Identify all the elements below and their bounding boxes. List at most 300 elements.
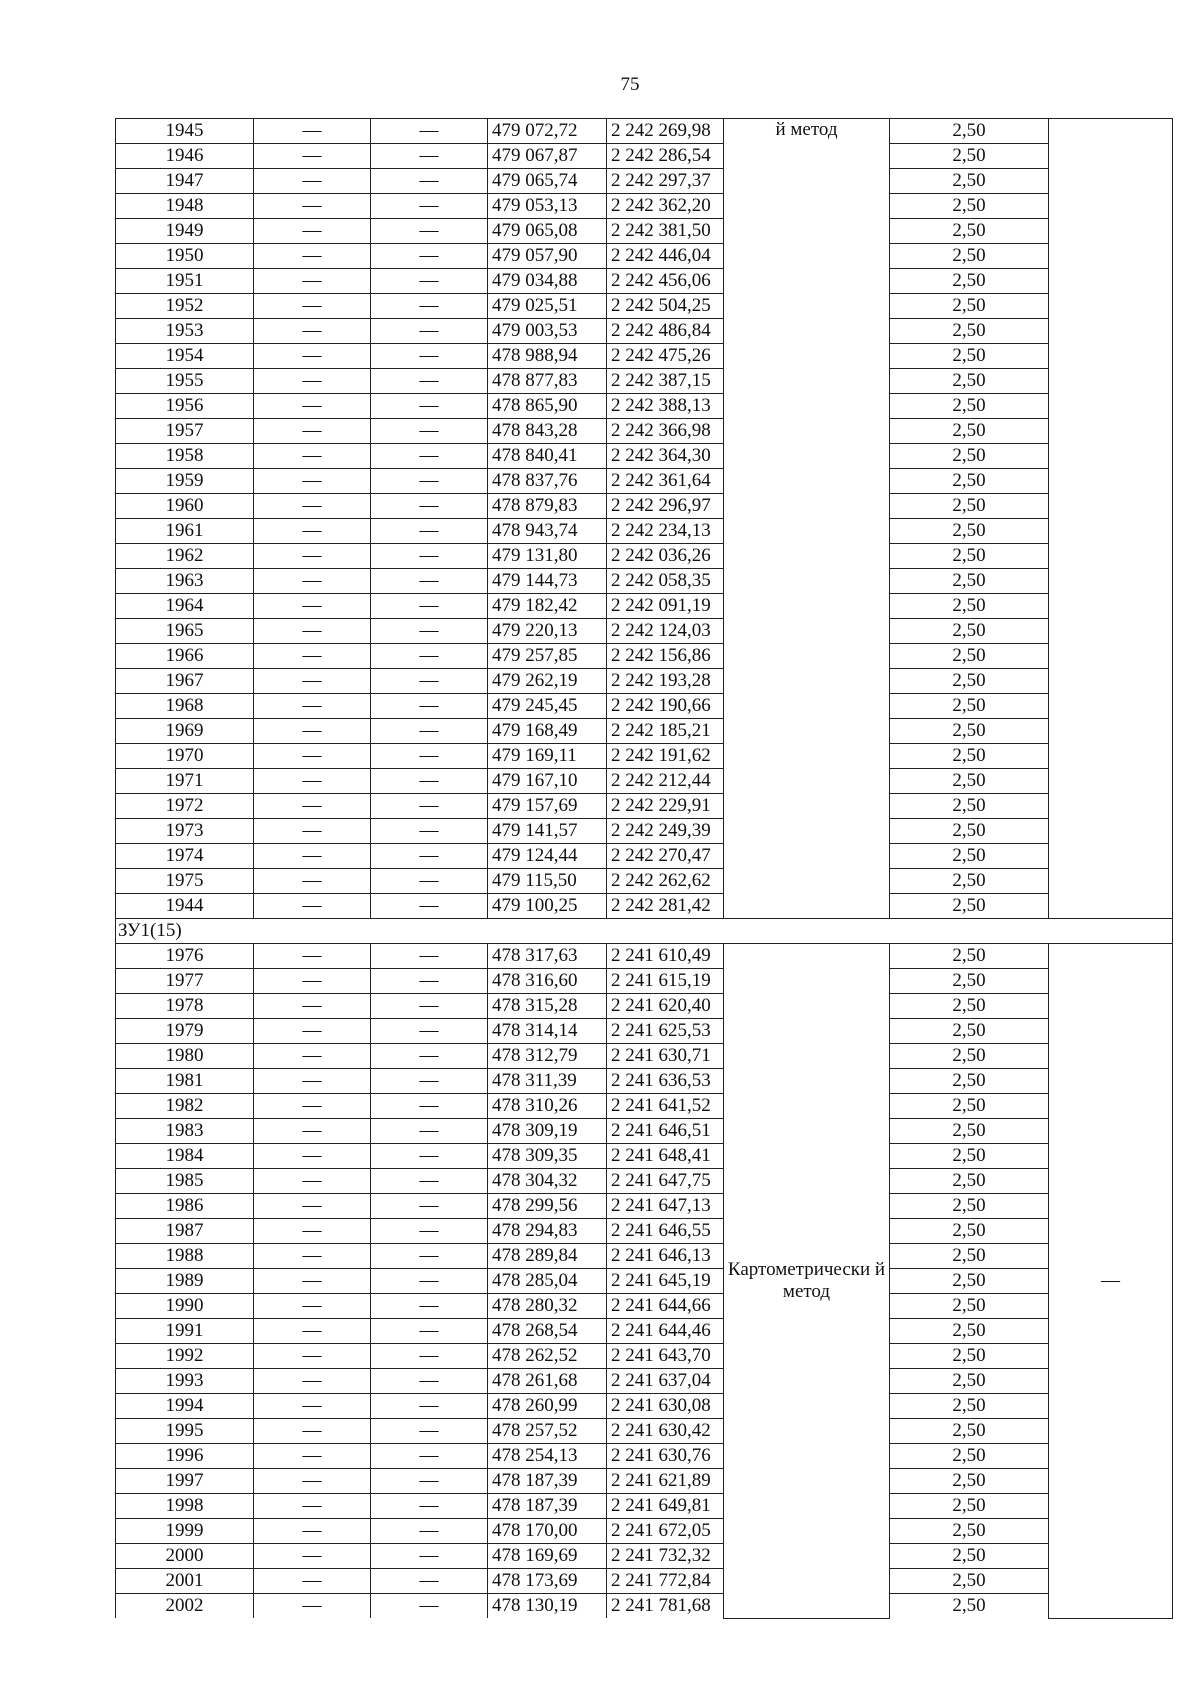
accuracy-value: 2,50 — [890, 769, 1049, 794]
old-y-value: — — [371, 219, 488, 244]
point-number: 1998 — [116, 1494, 254, 1519]
table-row — [116, 519, 1173, 544]
point-number: 2000 — [116, 1544, 254, 1569]
y-coordinate: 2 242 486,84 — [607, 319, 724, 344]
x-coordinate: 478 988,94 — [488, 344, 607, 369]
old-x-value: — — [254, 219, 371, 244]
old-y-value: — — [371, 269, 488, 294]
old-y-value: — — [371, 1344, 488, 1369]
old-y-value: — — [371, 1244, 488, 1269]
old-y-value: — — [371, 369, 488, 394]
accuracy-value: 2,50 — [890, 794, 1049, 819]
old-x-value: — — [254, 519, 371, 544]
old-y-value: — — [371, 969, 488, 994]
old-y-value: — — [371, 594, 488, 619]
point-number: 1990 — [116, 1294, 254, 1319]
table-row — [116, 394, 1173, 419]
old-y-value: — — [371, 344, 488, 369]
old-y-value: — — [371, 294, 488, 319]
x-coordinate: 479 072,72 — [488, 119, 607, 144]
y-coordinate: 2 241 646,55 — [607, 1219, 724, 1244]
table-row — [116, 1194, 1173, 1219]
old-x-value: — — [254, 144, 371, 169]
x-coordinate: 479 124,44 — [488, 844, 607, 869]
point-number: 1956 — [116, 394, 254, 419]
old-y-value: — — [371, 994, 488, 1019]
table-row — [116, 469, 1173, 494]
y-coordinate: 2 241 644,66 — [607, 1294, 724, 1319]
old-x-value: — — [254, 1369, 371, 1394]
old-x-value: — — [254, 869, 371, 894]
old-y-value: — — [371, 444, 488, 469]
point-number: 1979 — [116, 1019, 254, 1044]
old-y-value: — — [371, 494, 488, 519]
old-x-value: — — [254, 269, 371, 294]
section-label: ЗУ1(15) — [116, 919, 1173, 944]
old-y-value: — — [371, 1519, 488, 1544]
old-x-value: — — [254, 694, 371, 719]
y-coordinate: 2 241 646,13 — [607, 1244, 724, 1269]
y-coordinate: 2 241 643,70 — [607, 1344, 724, 1369]
x-coordinate: 478 170,00 — [488, 1519, 607, 1544]
accuracy-value: 2,50 — [890, 494, 1049, 519]
old-x-value: — — [254, 1569, 371, 1594]
y-coordinate: 2 242 249,39 — [607, 819, 724, 844]
old-y-value: — — [371, 394, 488, 419]
x-coordinate: 479 131,80 — [488, 544, 607, 569]
accuracy-value: 2,50 — [890, 1069, 1049, 1094]
old-x-value: — — [254, 794, 371, 819]
old-x-value: — — [254, 1319, 371, 1344]
point-number: 1988 — [116, 1244, 254, 1269]
table-row — [116, 769, 1173, 794]
accuracy-value: 2,50 — [890, 469, 1049, 494]
point-number: 1949 — [116, 219, 254, 244]
y-coordinate: 2 242 269,98 — [607, 119, 724, 144]
table-row — [116, 844, 1173, 869]
old-x-value: — — [254, 1044, 371, 1069]
y-coordinate: 2 241 636,53 — [607, 1069, 724, 1094]
y-coordinate: 2 241 772,84 — [607, 1569, 724, 1594]
point-number: 1993 — [116, 1369, 254, 1394]
table-row — [116, 1519, 1173, 1544]
table-row — [116, 1219, 1173, 1244]
x-coordinate: 478 879,83 — [488, 494, 607, 519]
y-coordinate: 2 242 297,37 — [607, 169, 724, 194]
point-number: 1991 — [116, 1319, 254, 1344]
accuracy-value: 2,50 — [890, 244, 1049, 269]
y-coordinate: 2 241 630,71 — [607, 1044, 724, 1069]
x-coordinate: 478 865,90 — [488, 394, 607, 419]
y-coordinate: 2 242 362,20 — [607, 194, 724, 219]
point-number: 1987 — [116, 1219, 254, 1244]
old-x-value: — — [254, 1094, 371, 1119]
page-number: 75 — [620, 74, 640, 95]
accuracy-value: 2,50 — [890, 1319, 1049, 1344]
accuracy-value: 2,50 — [890, 1144, 1049, 1169]
x-coordinate: 479 003,53 — [488, 319, 607, 344]
y-coordinate: 2 241 644,46 — [607, 1319, 724, 1344]
accuracy-value: 2,50 — [890, 1119, 1049, 1144]
y-coordinate: 2 242 270,47 — [607, 844, 724, 869]
x-coordinate: 479 025,51 — [488, 294, 607, 319]
table-row — [116, 1419, 1173, 1444]
section-row — [116, 919, 1173, 944]
y-coordinate: 2 241 781,68 — [607, 1594, 724, 1619]
y-coordinate: 2 242 212,44 — [607, 769, 724, 794]
point-number: 1957 — [116, 419, 254, 444]
accuracy-value: 2,50 — [890, 894, 1049, 919]
point-number: 1947 — [116, 169, 254, 194]
table-row — [116, 144, 1173, 169]
accuracy-value: 2,50 — [890, 394, 1049, 419]
table-row — [116, 1394, 1173, 1419]
y-coordinate: 2 242 091,19 — [607, 594, 724, 619]
point-number: 1984 — [116, 1144, 254, 1169]
x-coordinate: 479 034,88 — [488, 269, 607, 294]
x-coordinate: 478 311,39 — [488, 1069, 607, 1094]
accuracy-value: 2,50 — [890, 1194, 1049, 1219]
x-coordinate: 478 289,84 — [488, 1244, 607, 1269]
accuracy-value: 2,50 — [890, 994, 1049, 1019]
accuracy-value: 2,50 — [890, 444, 1049, 469]
old-x-value: — — [254, 1119, 371, 1144]
old-y-value: — — [371, 769, 488, 794]
point-number: 2002 — [116, 1594, 254, 1619]
old-y-value: — — [371, 1419, 488, 1444]
y-coordinate: 2 242 058,35 — [607, 569, 724, 594]
x-coordinate: 479 220,13 — [488, 619, 607, 644]
old-y-value: — — [371, 1469, 488, 1494]
table-row — [116, 994, 1173, 1019]
point-number: 1968 — [116, 694, 254, 719]
accuracy-value: 2,50 — [890, 1294, 1049, 1319]
old-y-value: — — [371, 169, 488, 194]
old-y-value: — — [371, 1319, 488, 1344]
x-coordinate: 479 053,13 — [488, 194, 607, 219]
accuracy-value: 2,50 — [890, 969, 1049, 994]
y-coordinate: 2 242 281,42 — [607, 894, 724, 919]
old-y-value: — — [371, 1294, 488, 1319]
old-y-value: — — [371, 1394, 488, 1419]
accuracy-value: 2,50 — [890, 294, 1049, 319]
accuracy-value: 2,50 — [890, 819, 1049, 844]
old-y-value: — — [371, 1144, 488, 1169]
point-number: 1985 — [116, 1169, 254, 1194]
old-x-value: — — [254, 244, 371, 269]
accuracy-value: 2,50 — [890, 594, 1049, 619]
x-coordinate: 478 285,04 — [488, 1269, 607, 1294]
old-x-value: — — [254, 894, 371, 919]
y-coordinate: 2 241 630,76 — [607, 1444, 724, 1469]
table-row — [116, 969, 1173, 994]
y-coordinate: 2 242 504,25 — [607, 294, 724, 319]
old-x-value: — — [254, 1244, 371, 1269]
table-row — [116, 1344, 1173, 1369]
accuracy-value: 2,50 — [890, 694, 1049, 719]
table-row — [116, 794, 1173, 819]
old-y-value: — — [371, 1369, 488, 1394]
old-y-value: — — [371, 1094, 488, 1119]
y-coordinate: 2 242 296,97 — [607, 494, 724, 519]
point-number: 1952 — [116, 294, 254, 319]
point-number: 1944 — [116, 894, 254, 919]
old-x-value: — — [254, 644, 371, 669]
old-x-value: — — [254, 719, 371, 744]
y-coordinate: 2 241 646,51 — [607, 1119, 724, 1144]
y-coordinate: 2 241 649,81 — [607, 1494, 724, 1519]
table-row — [116, 1469, 1173, 1494]
y-coordinate: 2 241 621,89 — [607, 1469, 724, 1494]
point-number: 1963 — [116, 569, 254, 594]
old-y-value: — — [371, 619, 488, 644]
table-row — [116, 1494, 1173, 1519]
table-row — [116, 244, 1173, 269]
accuracy-value: 2,50 — [890, 1494, 1049, 1519]
old-x-value: — — [254, 619, 371, 644]
accuracy-value: 2,50 — [890, 1569, 1049, 1594]
old-x-value: — — [254, 1594, 371, 1619]
point-number: 1967 — [116, 669, 254, 694]
accuracy-value: 2,50 — [890, 719, 1049, 744]
table-row — [116, 169, 1173, 194]
point-number: 1976 — [116, 944, 254, 969]
accuracy-value: 2,50 — [890, 319, 1049, 344]
accuracy-value: 2,50 — [890, 744, 1049, 769]
x-coordinate: 478 315,28 — [488, 994, 607, 1019]
old-x-value: — — [254, 969, 371, 994]
x-coordinate: 478 254,13 — [488, 1444, 607, 1469]
accuracy-value: 2,50 — [890, 1269, 1049, 1294]
y-coordinate: 2 241 630,08 — [607, 1394, 724, 1419]
point-number: 1989 — [116, 1269, 254, 1294]
x-coordinate: 479 169,11 — [488, 744, 607, 769]
accuracy-value: 2,50 — [890, 1594, 1049, 1619]
old-x-value: — — [254, 169, 371, 194]
old-y-value: — — [371, 719, 488, 744]
old-y-value: — — [371, 894, 488, 919]
accuracy-value: 2,50 — [890, 169, 1049, 194]
y-coordinate: 2 241 637,04 — [607, 1369, 724, 1394]
table-row — [116, 569, 1173, 594]
x-coordinate: 478 317,63 — [488, 944, 607, 969]
note-cell — [1049, 119, 1173, 919]
table-row — [116, 1169, 1173, 1194]
accuracy-value: 2,50 — [890, 1544, 1049, 1569]
old-x-value: — — [254, 1169, 371, 1194]
x-coordinate: 478 262,52 — [488, 1344, 607, 1369]
point-number: 1983 — [116, 1119, 254, 1144]
y-coordinate: 2 242 387,15 — [607, 369, 724, 394]
y-coordinate: 2 242 364,30 — [607, 444, 724, 469]
accuracy-value: 2,50 — [890, 269, 1049, 294]
table-row — [116, 219, 1173, 244]
old-x-value: — — [254, 1219, 371, 1244]
y-coordinate: 2 241 672,05 — [607, 1519, 724, 1544]
table-row — [116, 894, 1173, 919]
table-row — [116, 1569, 1173, 1594]
accuracy-value: 2,50 — [890, 144, 1049, 169]
point-number: 1955 — [116, 369, 254, 394]
x-coordinate: 478 877,83 — [488, 369, 607, 394]
y-coordinate: 2 241 645,19 — [607, 1269, 724, 1294]
old-x-value: — — [254, 1444, 371, 1469]
point-number: 1980 — [116, 1044, 254, 1069]
y-coordinate: 2 242 475,26 — [607, 344, 724, 369]
old-y-value: — — [371, 244, 488, 269]
old-x-value: — — [254, 419, 371, 444]
point-number: 1973 — [116, 819, 254, 844]
table-row — [116, 594, 1173, 619]
table-row — [116, 1544, 1173, 1569]
point-number: 1954 — [116, 344, 254, 369]
old-y-value: — — [371, 869, 488, 894]
table-row — [116, 319, 1173, 344]
table-row — [116, 819, 1173, 844]
x-coordinate: 479 115,50 — [488, 869, 607, 894]
old-y-value: — — [371, 569, 488, 594]
accuracy-value: 2,50 — [890, 844, 1049, 869]
table-row — [116, 694, 1173, 719]
point-number: 1962 — [116, 544, 254, 569]
point-number: 1964 — [116, 594, 254, 619]
old-x-value: — — [254, 544, 371, 569]
y-coordinate: 2 242 190,66 — [607, 694, 724, 719]
old-y-value: — — [371, 1119, 488, 1144]
accuracy-value: 2,50 — [890, 1394, 1049, 1419]
old-y-value: — — [371, 669, 488, 694]
table-row — [116, 344, 1173, 369]
old-y-value: — — [371, 1594, 488, 1619]
y-coordinate: 2 242 124,03 — [607, 619, 724, 644]
old-y-value: — — [371, 1169, 488, 1194]
old-y-value: — — [371, 1194, 488, 1219]
old-x-value: — — [254, 594, 371, 619]
old-y-value: — — [371, 1569, 488, 1594]
table-row — [116, 419, 1173, 444]
point-number: 1953 — [116, 319, 254, 344]
x-coordinate: 478 309,35 — [488, 1144, 607, 1169]
x-coordinate: 478 840,41 — [488, 444, 607, 469]
accuracy-value: 2,50 — [890, 1369, 1049, 1394]
old-y-value: — — [371, 844, 488, 869]
point-number: 1981 — [116, 1069, 254, 1094]
old-x-value: — — [254, 744, 371, 769]
y-coordinate: 2 242 036,26 — [607, 544, 724, 569]
old-x-value: — — [254, 1069, 371, 1094]
accuracy-value: 2,50 — [890, 1419, 1049, 1444]
old-y-value: — — [371, 819, 488, 844]
x-coordinate: 478 173,69 — [488, 1569, 607, 1594]
old-y-value: — — [371, 144, 488, 169]
table-row — [116, 944, 1173, 969]
x-coordinate: 479 065,08 — [488, 219, 607, 244]
x-coordinate: 479 257,85 — [488, 644, 607, 669]
old-x-value: — — [254, 469, 371, 494]
old-y-value: — — [371, 194, 488, 219]
table-row — [116, 194, 1173, 219]
old-y-value: — — [371, 1219, 488, 1244]
y-coordinate: 2 242 286,54 — [607, 144, 724, 169]
y-coordinate: 2 242 234,13 — [607, 519, 724, 544]
x-coordinate: 478 837,76 — [488, 469, 607, 494]
table-row — [116, 1019, 1173, 1044]
table-row — [116, 1119, 1173, 1144]
x-coordinate: 478 943,74 — [488, 519, 607, 544]
x-coordinate: 479 168,49 — [488, 719, 607, 744]
x-coordinate: 478 130,19 — [488, 1594, 607, 1619]
y-coordinate: 2 242 361,64 — [607, 469, 724, 494]
x-coordinate: 478 310,26 — [488, 1094, 607, 1119]
y-coordinate: 2 241 620,40 — [607, 994, 724, 1019]
point-number: 1975 — [116, 869, 254, 894]
old-x-value: — — [254, 944, 371, 969]
coordinates-table — [115, 118, 1173, 1619]
table-row — [116, 1144, 1173, 1169]
accuracy-value: 2,50 — [890, 369, 1049, 394]
point-number: 1992 — [116, 1344, 254, 1369]
y-coordinate: 2 242 388,13 — [607, 394, 724, 419]
old-y-value: — — [371, 419, 488, 444]
accuracy-value: 2,50 — [890, 669, 1049, 694]
y-coordinate: 2 241 732,32 — [607, 1544, 724, 1569]
point-number: 1966 — [116, 644, 254, 669]
old-y-value: — — [371, 794, 488, 819]
table-row — [116, 1269, 1173, 1294]
table-row — [116, 369, 1173, 394]
accuracy-value: 2,50 — [890, 1094, 1049, 1119]
table-row — [116, 1044, 1173, 1069]
point-number: 1950 — [116, 244, 254, 269]
accuracy-value: 2,50 — [890, 419, 1049, 444]
old-x-value: — — [254, 369, 371, 394]
old-x-value: — — [254, 1294, 371, 1319]
table-row — [116, 744, 1173, 769]
accuracy-value: 2,50 — [890, 644, 1049, 669]
table-row — [116, 269, 1173, 294]
old-x-value: — — [254, 1194, 371, 1219]
x-coordinate: 478 316,60 — [488, 969, 607, 994]
x-coordinate: 479 067,87 — [488, 144, 607, 169]
old-y-value: — — [371, 1044, 488, 1069]
point-number: 1971 — [116, 769, 254, 794]
y-coordinate: 2 241 648,41 — [607, 1144, 724, 1169]
accuracy-value: 2,50 — [890, 1244, 1049, 1269]
y-coordinate: 2 242 191,62 — [607, 744, 724, 769]
x-coordinate: 479 262,19 — [488, 669, 607, 694]
accuracy-value: 2,50 — [890, 569, 1049, 594]
accuracy-value: 2,50 — [890, 519, 1049, 544]
y-coordinate: 2 242 381,50 — [607, 219, 724, 244]
accuracy-value: 2,50 — [890, 1519, 1049, 1544]
old-y-value: — — [371, 519, 488, 544]
point-number: 1960 — [116, 494, 254, 519]
y-coordinate: 2 241 647,75 — [607, 1169, 724, 1194]
old-y-value: — — [371, 1269, 488, 1294]
point-number: 1982 — [116, 1094, 254, 1119]
point-number: 1948 — [116, 194, 254, 219]
old-y-value: — — [371, 1494, 488, 1519]
accuracy-value: 2,50 — [890, 869, 1049, 894]
accuracy-value: 2,50 — [890, 1444, 1049, 1469]
old-x-value: — — [254, 1419, 371, 1444]
table-row — [116, 1594, 1173, 1619]
accuracy-value: 2,50 — [890, 119, 1049, 144]
x-coordinate: 478 304,32 — [488, 1169, 607, 1194]
old-x-value: — — [254, 1019, 371, 1044]
x-coordinate: 479 144,73 — [488, 569, 607, 594]
x-coordinate: 478 314,14 — [488, 1019, 607, 1044]
